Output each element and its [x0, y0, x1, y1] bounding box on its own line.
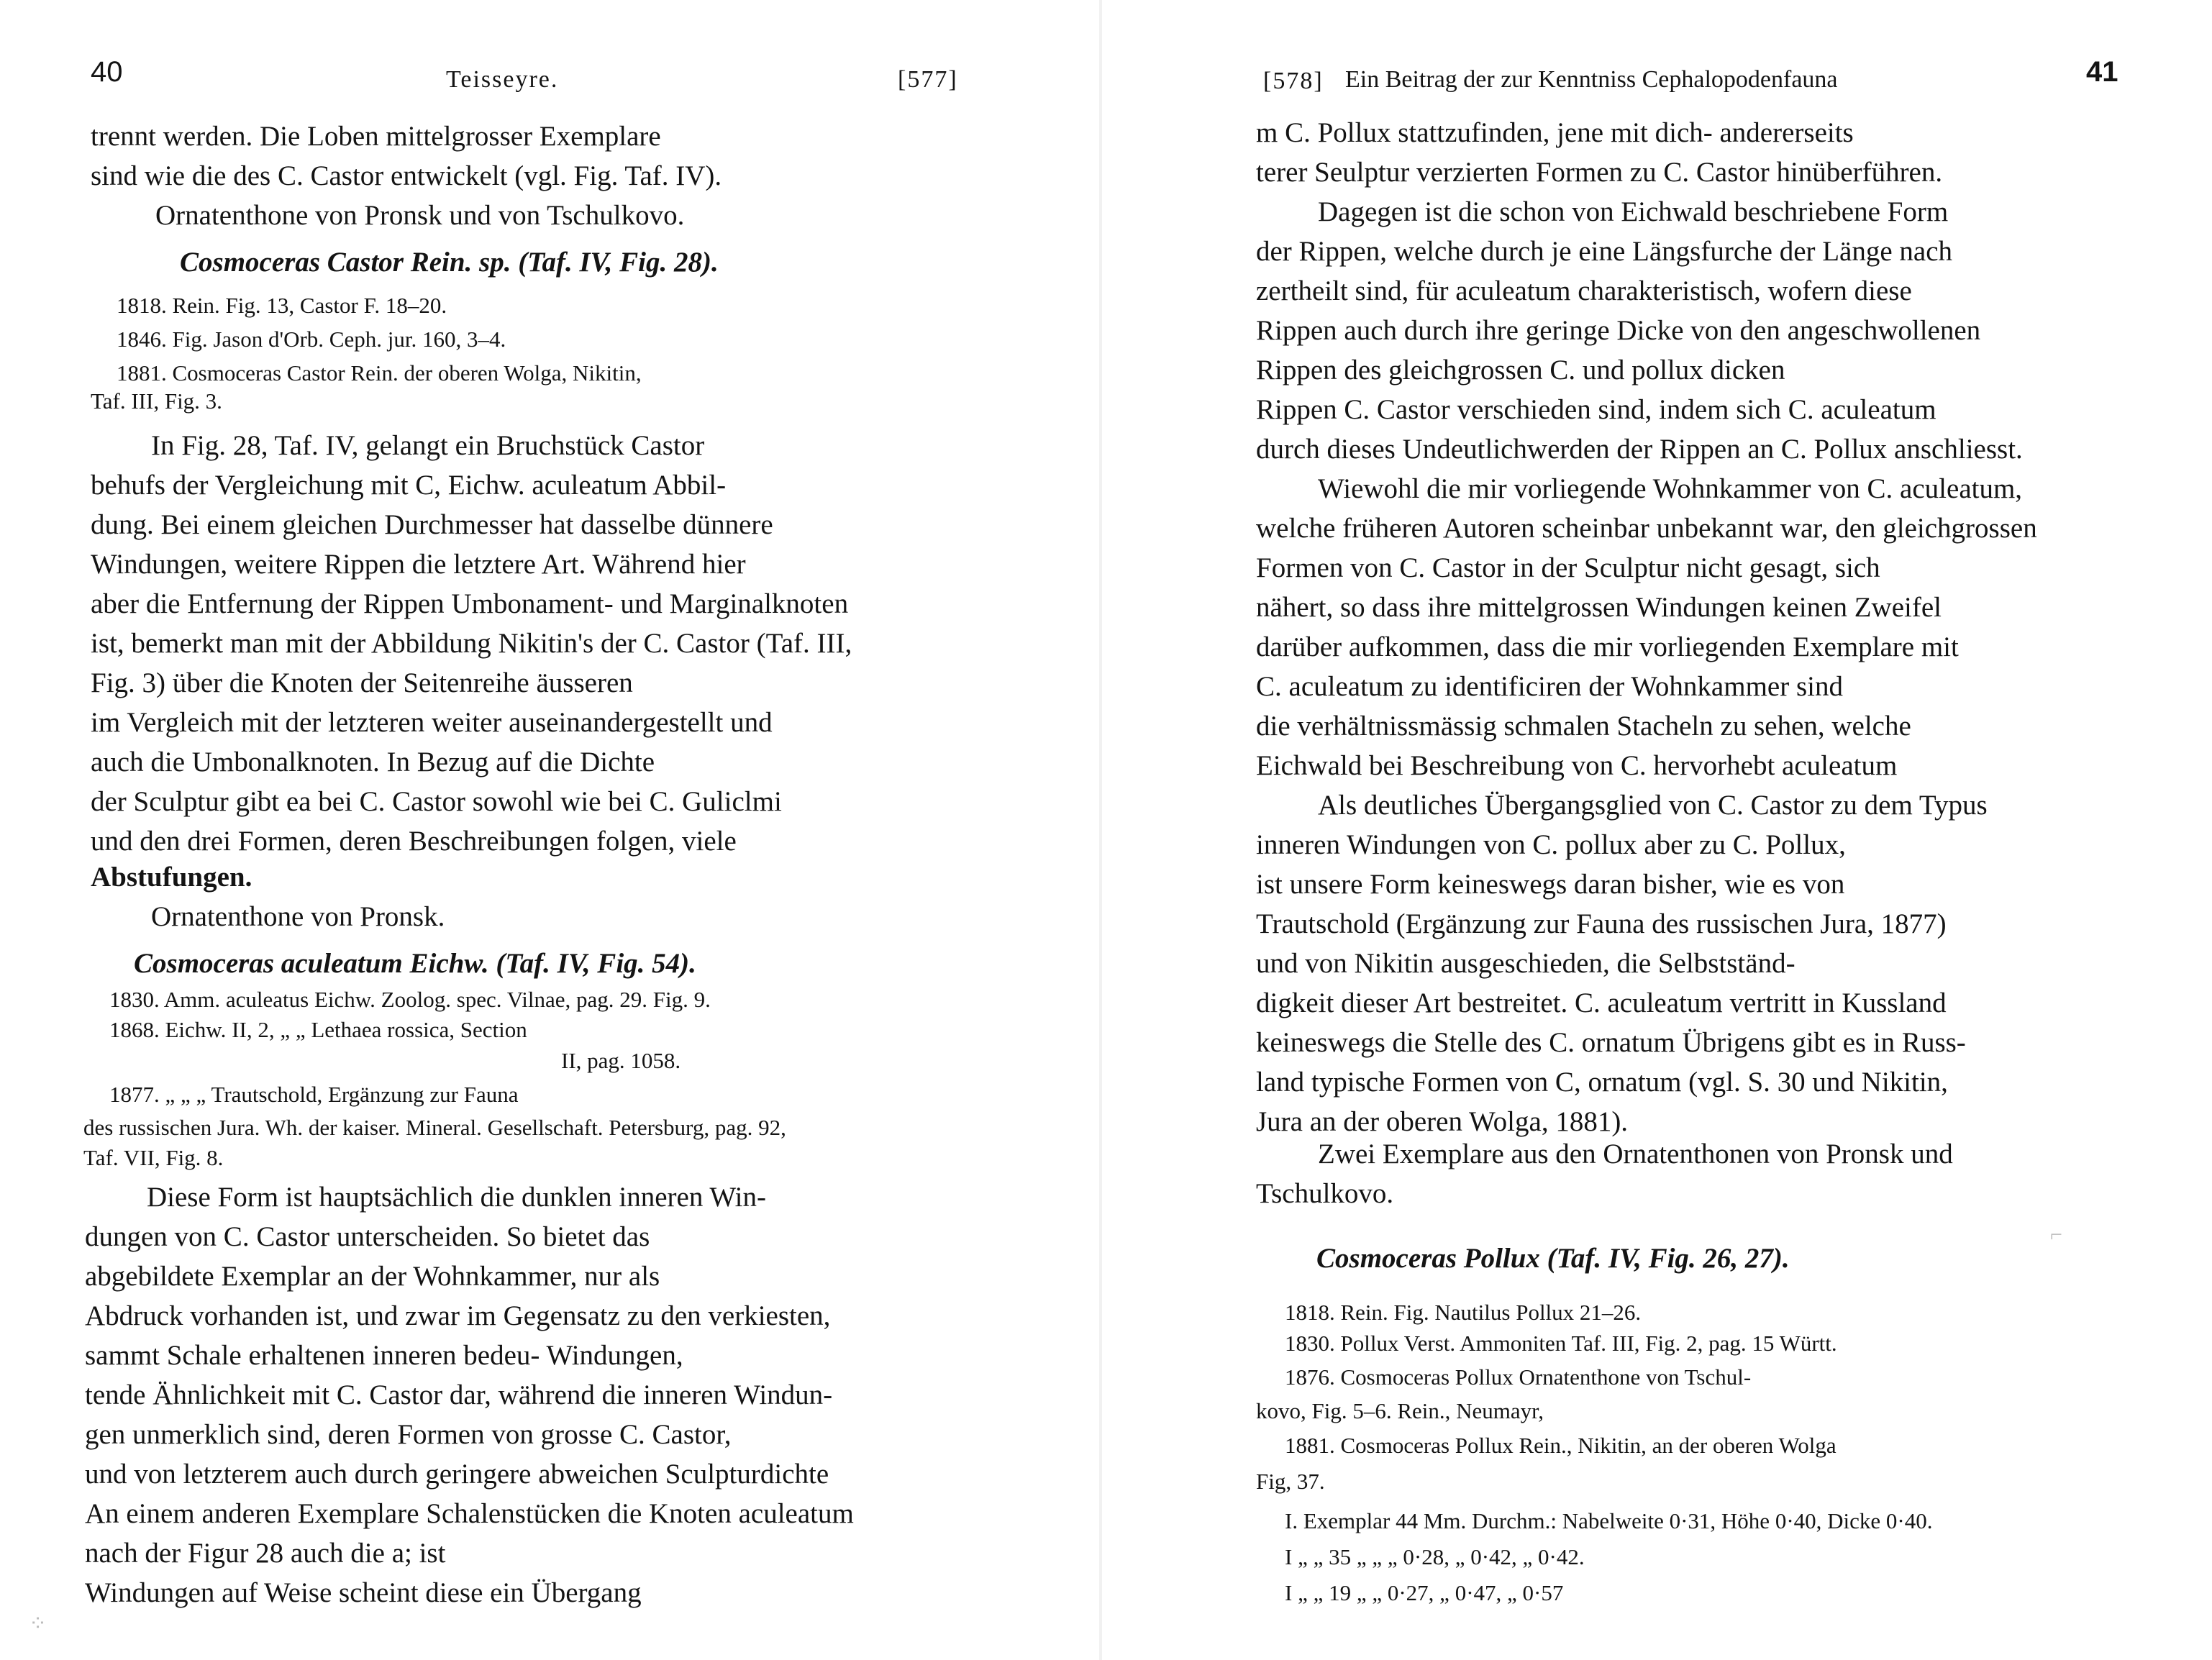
left-bracket-number: [577] [898, 66, 958, 93]
synonymy-line: 1877. „ „ „ Trautschold, Ergänzung zur Fauna [109, 1082, 519, 1107]
text-line: die verhältnissmässig schmalen Stacheln zu sehen, welche [1256, 711, 1911, 742]
text-line: auch die Umbonalknoten. In Bezug auf die Dichte [91, 747, 655, 777]
text-line: und von letzterem auch durch geringere abweichen Sculpturdichte [85, 1459, 829, 1490]
text-line: im Vergleich mit der letzteren weiter auseinandergestellt und [91, 707, 773, 738]
text-line: Abstufungen. [91, 862, 252, 893]
text-line: darüber aufkommen, dass die mir vorliegenden Exemplare mit [1256, 631, 1959, 662]
synonymy-line: 1876. Cosmoceras Pollux Ornatenthone von Tschul- [1285, 1364, 1752, 1390]
left-page [0, 0, 1101, 1660]
text-line: tende Ähnlichkeit mit C. Castor dar, während die inneren Windun- [85, 1379, 833, 1410]
right-page [1101, 0, 2212, 1660]
locality-line: Zwei Exemplare aus den Ornatenthonen von Pronsk und [1318, 1139, 1953, 1169]
text-line: Rippen des gleichgrossen C. und pollux dicken [1256, 355, 1785, 386]
scan-smudge: ⌐ [2050, 1223, 2062, 1246]
synonymy-line: Taf. VII, Fig. 8. [83, 1145, 224, 1170]
text-line: welche früheren Autoren scheinbar unbekannt war, den gleichgrossen [1256, 513, 2037, 544]
text-line: nach der Figur 28 auch die a; ist [85, 1538, 446, 1569]
left-running-head: Teisseyre. [446, 66, 559, 93]
locality-line: Ornatenthone von Pronsk. [151, 901, 445, 932]
text-line: ist unsere Form keineswegs daran bisher, wie es von [1256, 869, 1845, 900]
section-title: Cosmoceras aculeatum Eichw. (Taf. IV, Fig. 54). [134, 948, 696, 979]
text-line: inneren Windungen von C. pollux aber zu C. Pollux, [1256, 829, 1846, 860]
text-line: m C. Pollux stattzufinden, jene mit dich- andererseits [1256, 117, 1854, 148]
right-bracket-number: [578] [1263, 68, 1324, 94]
synonymy-line: 1818. Rein. Fig. Nautilus Pollux 21–26. [1285, 1300, 1642, 1325]
text-line: behufs der Vergleichung mit C, Eichw. aculeatum Abbil- [91, 470, 727, 501]
text-line: Als deutliches Übergangsglied von C. Castor zu dem Typus [1318, 790, 1988, 821]
locality-line: Tschulkovo. [1256, 1178, 1394, 1209]
text-line: keineswegs die Stelle des C. ornatum Übrigens gibt es in Russ- [1256, 1027, 1966, 1058]
text-line: Windungen auf Weise scheint diese ein Übergang [85, 1577, 642, 1608]
synonymy-line: des russischen Jura. Wh. der kaiser. Mineral. Gesellschaft. Petersburg, pag. 92, [83, 1115, 786, 1140]
synonymy-line: kovo, Fig. 5–6. Rein., Neumayr, [1256, 1398, 1544, 1423]
section-title: Cosmoceras Castor Rein. sp. (Taf. IV, Fig. 28). [180, 247, 719, 278]
text-line: Ornatenthone von Pronsk und von Tschulkovo. [155, 200, 685, 231]
text-line: der Rippen, welche durch je eine Längsfurche der Länge nach [1256, 236, 1953, 267]
text-line: Abdruck vorhanden ist, und zwar im Gegensatz zu den verkiesten, [85, 1300, 831, 1331]
synonymy-line: II, pag. 1058. [561, 1048, 681, 1073]
text-line: Jura an der oberen Wolga, 1881). [1256, 1106, 1629, 1137]
synonymy-line: Fig, 37. [1256, 1469, 1325, 1494]
text-line: Fig. 3) über die Knoten der Seitenreihe äusseren [91, 667, 633, 698]
text-line: dung. Bei einem gleichen Durchmesser hat dasselbe dünnere [91, 509, 773, 540]
measurement-row: I „ „ 19 „ „ 0·27, „ 0·47, „ 0·57 [1285, 1580, 1564, 1605]
scan-smudge: ⁘ [29, 1612, 47, 1636]
synonymy-line: 1881. Cosmoceras Castor Rein. der oberen Wolga, Nikitin, [117, 360, 642, 386]
text-line: gen unmerklich sind, deren Formen von grosse C. Castor, [85, 1419, 732, 1450]
text-line: abgebildete Exemplar an der Wohnkammer, nur als [85, 1261, 660, 1292]
synonymy-line: 1830. Pollux Verst. Ammoniten Taf. III, Fig. 2, pag. 15 Württ. [1285, 1331, 1837, 1356]
text-line: durch dieses Undeutlichwerden der Rippen an C. Pollux anschliesst. [1256, 434, 2023, 465]
left-page-number: 40 [91, 56, 123, 88]
text-line: Wiewohl die mir vorliegende Wohnkammer von C. aculeatum, [1318, 473, 2023, 504]
right-page-number: 41 [2086, 56, 2118, 88]
text-line: nähert, so dass ihre mittelgrossen Windungen keinen Zweifel [1256, 592, 1942, 623]
text-line: Formen von C. Castor in der Sculptur nicht gesagt, sich [1256, 552, 1880, 583]
text-line: Trautschold (Ergänzung zur Fauna des russischen Jura, 1877) [1256, 908, 1947, 939]
synonymy-line: 1818. Rein. Fig. 13, Castor F. 18–20. [117, 293, 447, 318]
text-line: In Fig. 28, Taf. IV, gelangt ein Bruchstück Castor [151, 430, 705, 461]
text-line: Diese Form ist hauptsächlich die dunklen inneren Win- [147, 1182, 766, 1213]
synonymy-line: 1830. Amm. aculeatus Eichw. Zoolog. spec. Vilnae, pag. 29. Fig. 9. [109, 987, 711, 1012]
text-line: ist, bemerkt man mit der Abbildung Nikitin's der C. Castor (Taf. III, [91, 628, 852, 659]
text-line: An einem anderen Exemplare Schalenstücken die Knoten aculeatum [85, 1498, 854, 1529]
measurement-row: I „ „ 35 „ „ „ 0·28, „ 0·42, „ 0·42. [1285, 1544, 1585, 1569]
section-title: Cosmoceras Pollux (Taf. IV, Fig. 26, 27). [1316, 1243, 1790, 1274]
text-line: der Sculptur gibt ea bei C. Castor sowohl wie bei C. Guliclmi [91, 786, 782, 817]
text-line: sammt Schale erhaltenen inneren bedeu- Windungen, [85, 1340, 683, 1371]
text-line: zertheilt sind, für aculeatum charakteristisch, wofern diese [1256, 275, 1912, 306]
text-line: dungen von C. Castor unterscheiden. So bietet das [85, 1221, 650, 1252]
text-line: terer Seulptur verzierten Formen zu C. Castor hinüberführen. [1256, 157, 1943, 188]
synonymy-line: 1868. Eichw. II, 2, „ „ Lethaea rossica, Section [109, 1017, 527, 1042]
synonymy-line: 1846. Fig. Jason d'Orb. Ceph. jur. 160, 3–4. [117, 327, 506, 352]
text-line: land typische Formen von C, ornatum (vgl. S. 30 und Nikitin, [1256, 1067, 1948, 1098]
text-line: trennt werden. Die Loben mittelgrosser Exemplare [91, 121, 661, 152]
text-line: und den drei Formen, deren Beschreibungen folgen, viele [91, 826, 737, 857]
right-running-head: Ein Beitrag der zur Kenntniss Cephalopodenfauna [1345, 66, 1838, 93]
text-line: und von Nikitin ausgeschieden, die Selbstständ- [1256, 948, 1795, 979]
text-line: aber die Entfernung der Rippen Umbonament- und Marginalknoten [91, 588, 849, 619]
text-line: sind wie die des C. Castor entwickelt (vgl. Fig. Taf. IV). [91, 160, 722, 191]
text-line: Dagegen ist die schon von Eichwald beschriebene Form [1318, 196, 1949, 227]
text-line: Rippen auch durch ihre geringe Dicke von den angeschwollenen [1256, 315, 1981, 346]
synonymy-line: Taf. III, Fig. 3. [91, 388, 222, 414]
text-line: Eichwald bei Beschreibung von C. hervorhebt aculeatum [1256, 750, 1898, 781]
synonymy-line: 1881. Cosmoceras Pollux Rein., Nikitin, an der oberen Wolga [1285, 1433, 1836, 1458]
text-line: Windungen, weitere Rippen die letztere Art. Während hier [91, 549, 746, 580]
measurement-row: I. Exemplar 44 Mm. Durchm.: Nabelweite 0·31, Höhe 0·40, Dicke 0·40. [1285, 1508, 1933, 1533]
text-line: C. aculeatum zu identificiren der Wohnkammer sind [1256, 671, 1843, 702]
text-line: digkeit dieser Art bestreitet. C. aculeatum vertritt in Kussland [1256, 988, 1947, 1018]
text-line: Rippen C. Castor verschieden sind, indem sich C. aculeatum [1256, 394, 1936, 425]
